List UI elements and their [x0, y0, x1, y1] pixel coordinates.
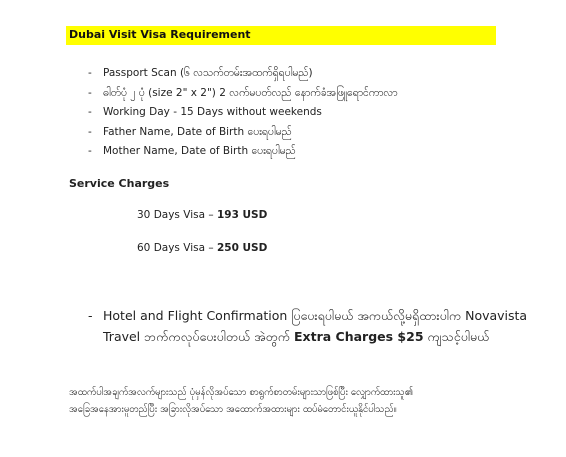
requirement-text: Mother Name, Date of Birth ပေးရပါမည် — [103, 145, 296, 157]
footer-note — [69, 384, 501, 418]
price-amount: 250 USD — [216, 242, 268, 254]
price-label: 60 Days Visa – — [137, 242, 214, 254]
service-charges-heading: Service Charges — [69, 177, 170, 190]
bullet-dash: - — [88, 125, 92, 138]
extra-note-suffix: ကျသင့်ပါမယ် — [427, 329, 490, 344]
extra-charges-amount: Extra Charges $25 — [294, 329, 424, 344]
price-label: 30 Days Visa – — [137, 209, 214, 221]
footer-line-1: အထက်ပါအချက်အလက်များသည် ပုံမှန်လိုအပ်သော စာရွက်စာတမ်းများသာဖြစ်ပြီး လျှောက်ထားသူ၏ — [69, 387, 414, 398]
bullet-dash: - — [88, 67, 92, 79]
bullet-dash: - — [88, 106, 92, 118]
requirement-text: Passport Scan (၆ လသက်တမ်းအထက်ရှိရပါမည်) — [103, 67, 313, 79]
bullet-dash: - — [88, 308, 93, 323]
extra-note-prefix: Travel ဘက်ကလုပ်ပေးပါတယ် အဲတွက် — [103, 329, 291, 344]
footer-line-2: အခြေအနေအားမူတည်ပြီး အခြားလိုအပ်သော အထောက်အထားများ ထပ်မံတောင်းယူနိုင်ပါသည်။ — [69, 404, 397, 415]
price-amount: 193 USD — [216, 209, 268, 221]
price-row-60-days — [137, 242, 267, 254]
requirement-text: ဓါတ်ပုံ ၂ ပုံ (size 2" x 2") 2 လက်မပတ်လည် နောက်ခံအဖြူရောင်ကာလာ — [103, 86, 398, 99]
requirement-text: Father Name, Date of Birth ပေးရပါမည် — [103, 125, 292, 138]
bullet-dash: - — [88, 145, 92, 157]
extra-note-line-1: Hotel and Flight Confirmation ပြပေးရပါမယ် အကယ်လို့မရှိထားပါက Novavista — [103, 308, 528, 323]
page-title: Dubai Visit Visa Requirement — [69, 28, 251, 41]
requirement-text: Working Day - 15 Days without weekends — [103, 106, 322, 118]
bullet-dash: - — [88, 86, 92, 99]
extra-note-line-2 — [103, 327, 489, 347]
price-row-30-days — [137, 209, 267, 221]
